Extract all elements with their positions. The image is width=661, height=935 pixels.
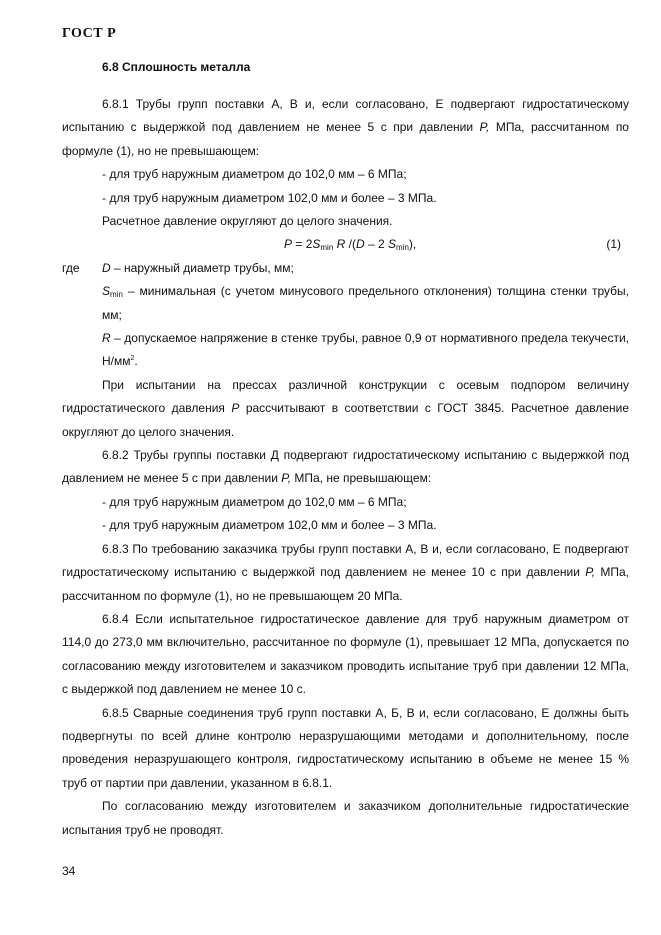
paragraph-6-8-5: 6.8.5 Сварные соединения труб групп поставки А, Б, В и, если согласовано, Е должны быть подвергнуты по всей длине контролю неразрушающими методами и дополнительному, после проведения неразрушающего контроля, гидростатическому испытанию в объеме не менее 15 % труб от партии при давлении, указанном в 6.8.1. <box>62 705 629 790</box>
rounding-note: Расчетное давление округляют до целого значения. <box>102 214 393 229</box>
final-note: По согласованию между изготовителем и заказчиком дополнительные гидростатические испытания труб не проводят. <box>62 799 629 837</box>
list-item: - для труб наружным диаметром до 102,0 мм – 6 МПа; <box>102 494 407 509</box>
formula-number: (1) <box>606 237 621 252</box>
paragraph-6-8-3: 6.8.3 По требованию заказчика трубы групп поставки А, В и, если согласовано, Е подвергают гидростатическому испытанию с выдержкой под давлением не менее 10 с при давлении P, МПа, рассчитанном по формуле (1), но не превышающем 20 МПа. <box>62 541 629 603</box>
formula-expression: $P = 2S_{min}$ R /(D – 2 $S_{min}$), <box>284 237 417 253</box>
press-note: При испытании на прессах различной конструкции с осевым подпором величину гидростатического давления P рассчитывают в соответствии с ГОСТ 3845. Расчетное давление округляют до целого значения. <box>62 377 630 439</box>
where-definition-d: где D – наружный диаметр трубы, мм; <box>62 257 629 280</box>
list-item: - для труб наружным диаметром до 102,0 мм – 6 МПа; <box>102 167 407 182</box>
list-item: - для труб наружным диаметром 102,0 мм и более – 3 МПа. <box>102 518 437 533</box>
page-number: 34 <box>62 864 76 878</box>
where-definition-r: R – допускаемое напряжение в стенке трубы, равное 0,9 от нормативного предела текучести, $Н/мм^2$. <box>102 331 629 369</box>
document-code: ГОСТ Р <box>62 26 117 41</box>
paragraph-6-8-1: 6.8.1 Трубы групп поставки А, В и, если согласовано, Е подвергают гидростатическому испытанию с выдержкой под давлением не менее 5 с при давлении P, МПа, рассчитанном по формуле (1), но не превышающем: <box>62 97 629 158</box>
document-body <box>62 93 629 842</box>
where-label: где <box>62 260 80 275</box>
paragraph-6-8-4: 6.8.4 Если испытательное гидростатическое давление для труб наружным диаметром от 114,0 до 273,0 мм включительно, рассчитанное по формуле (1), превышает 12 МПа, допускается по согласованию между изготовителем и заказчиком проводить испытание труб при давлении 12 МПа, с выдержкой под давлением не менее 10 с. <box>62 611 629 697</box>
list-item: - для труб наружным диаметром 102,0 мм и более – 3 МПа. <box>102 190 437 205</box>
where-definition-s: $S_{min}$ – минимальная (с учетом минусового предельного отклонения) толщина стенки трубы, мм; <box>102 284 629 322</box>
paragraph-6-8-2: 6.8.2 Трубы группы поставки Д подвергают гидростатическому испытанию с выдержкой под давлением не менее 5 с при давлении P, МПа, не превышающем: <box>62 448 629 486</box>
section-title: 6.8 Сплошность металла <box>102 60 251 74</box>
formula-1 <box>62 233 629 256</box>
